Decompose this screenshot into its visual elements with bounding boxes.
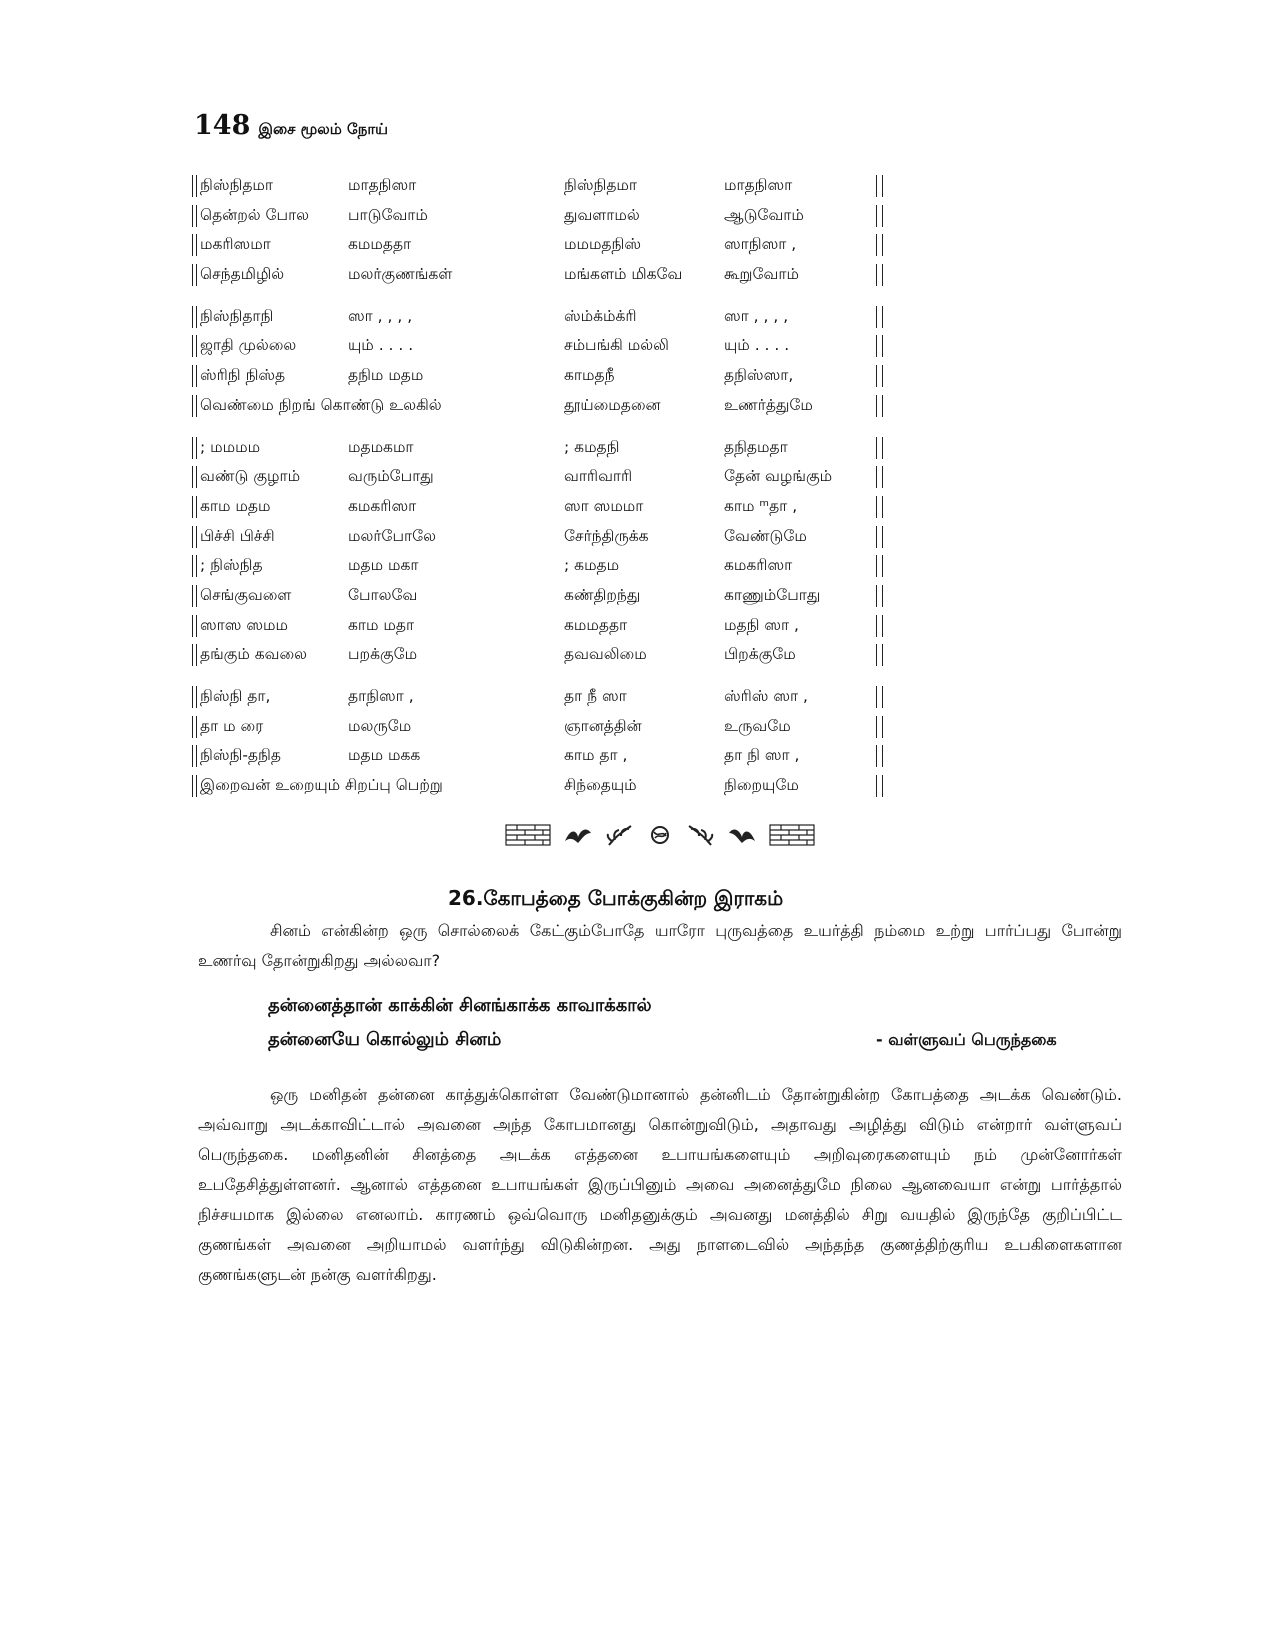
- plant-ornament-icon: [605, 823, 635, 847]
- notation-row: [198, 640, 880, 670]
- notation-cell: தநிஸ்ஸா,: [724, 366, 794, 385]
- notation-cell: தா ம ரை: [200, 716, 264, 735]
- notation-cell: உருவமே: [724, 716, 791, 735]
- notation-stanza: [198, 171, 880, 290]
- bird-ornament-icon-2: [727, 823, 757, 847]
- notation-cell: மலர்குணங்கள்: [348, 265, 453, 284]
- notation-cell: வாரிவாரி: [564, 467, 633, 486]
- bar-line-left: [192, 335, 197, 357]
- notation-cell: மகரிஸமா: [200, 235, 271, 254]
- bar-line-left: [192, 716, 197, 738]
- bar-line-right: [876, 775, 883, 797]
- notation-cell: சம்பங்கி மல்லி: [564, 336, 669, 355]
- notation-cell: தநிதமதா: [724, 437, 788, 456]
- notation-cell: தா நி ஸா ,: [724, 746, 800, 765]
- notation-cell: ஞானத்தின்: [564, 716, 642, 735]
- notation-cell: யும் . . . .: [348, 336, 414, 355]
- bar-line-left: [192, 585, 197, 607]
- notation-row: [198, 611, 880, 641]
- notation-row: [198, 331, 880, 361]
- page-header: [194, 110, 388, 150]
- bar-line-right: [876, 716, 883, 738]
- brick-ornament-icon-2: [769, 824, 815, 846]
- bar-line-right: [876, 205, 883, 227]
- notation-cell: ஸா , , , ,: [724, 306, 789, 325]
- notation-cell: கமமததா: [348, 235, 412, 254]
- notation-row: [198, 260, 880, 290]
- notation-cell: நிஸ்நிதாநி: [200, 306, 274, 325]
- notation-cell: கமமததா: [564, 615, 628, 634]
- notation-cell: கண்திறந்து: [564, 585, 641, 604]
- notation-cell: நிஸ்நிதமா: [200, 176, 273, 194]
- bar-line-right: [876, 234, 883, 256]
- notation-row: [198, 201, 880, 231]
- notation-row: [198, 230, 880, 260]
- running-title: இசை மூலம் நோய்: [258, 120, 389, 138]
- notation-row: [198, 462, 880, 492]
- notation-cell: துவளாமல்: [564, 205, 640, 224]
- notation-cell: மமமதநிஸ்: [564, 235, 642, 254]
- notation-cell: இறைவன் உறையும் சிறப்பு பெற்று: [200, 776, 443, 795]
- bar-line-left: [192, 395, 197, 417]
- notation-cell: தவவலிமை: [564, 645, 647, 664]
- notation-row: [198, 771, 880, 801]
- notation-cell: தேன் வழங்கும்: [724, 467, 833, 486]
- notation-cell: உணர்த்துமே: [724, 395, 813, 414]
- bar-line-left: [192, 466, 197, 488]
- notation-cell: ஸ்ரிஸ் ஸா ,: [724, 687, 808, 705]
- notation-cell: யும் . . . .: [724, 336, 790, 355]
- verse-line-1: தன்னைத்தான் காக்கின் சினங்காக்க காவாக்கால்: [268, 995, 652, 1016]
- notation-cell: காம மதா: [348, 615, 415, 634]
- brick-ornament-icon: [505, 824, 551, 846]
- notation-row: [198, 361, 880, 391]
- notation-row: [198, 391, 880, 421]
- bar-line-left: [192, 365, 197, 387]
- notation-cell: தா நீ ஸா: [564, 687, 627, 705]
- notation-cell: ஸா , , , ,: [348, 306, 413, 325]
- bar-line-left: [192, 526, 197, 548]
- bar-line-left: [192, 555, 197, 577]
- bar-line-left: [192, 437, 197, 459]
- bar-line-right: [876, 466, 883, 488]
- notation-row: [198, 492, 880, 522]
- bar-line-right: [876, 306, 883, 328]
- notation-cell: ; நிஸ்நித: [200, 556, 263, 575]
- notation-cell: ஸ்ம்க்ம்க்ரி: [564, 306, 637, 325]
- bar-line-left: [192, 264, 197, 286]
- bar-line-right: [876, 365, 883, 387]
- notation-stanza: [198, 682, 880, 801]
- notation-cell: காமதநீ: [564, 366, 615, 385]
- bar-line-left: [192, 615, 197, 637]
- notation-row: [198, 712, 880, 742]
- bar-line-right: [876, 585, 883, 607]
- intro-paragraph: [198, 916, 1122, 976]
- bar-line-right: [876, 745, 883, 767]
- notation-cell: ; கமதம: [564, 556, 620, 575]
- notation-row: [198, 522, 880, 552]
- notation-cell: ஸ்ரிநி நிஸ்த: [200, 366, 286, 385]
- notation-cell: கமகரிஸா: [724, 556, 793, 575]
- notation-cell: கமகரிஸா: [348, 496, 417, 515]
- bar-line-right: [876, 496, 883, 518]
- notation-row: [198, 741, 880, 771]
- page-number: 148: [194, 110, 251, 141]
- notation-cell: மதம மகக: [348, 746, 421, 765]
- notation-stanza: [198, 302, 880, 421]
- notation-cell: தாநிஸா ,: [348, 687, 414, 705]
- notation-cell: மலர்போலே: [348, 526, 436, 545]
- notation-cell: ஆடுவோம்: [724, 205, 804, 224]
- notation-cell: செங்குவளை: [200, 585, 292, 604]
- bar-line-left: [192, 686, 197, 708]
- notation-cell: தநிம மதம: [348, 366, 424, 385]
- verse-line-2: தன்னையே கொல்லும் சினம்: [268, 1029, 502, 1050]
- notation-cell: பறக்குமே: [348, 645, 418, 664]
- notation-cell: பிச்சி பிச்சி: [200, 526, 275, 545]
- bar-line-right: [876, 395, 883, 417]
- bar-line-left: [192, 175, 197, 197]
- notation-cell: வரும்போது: [348, 467, 434, 486]
- body-text: ஒரு மனிதன் தன்னை காத்துக்கொள்ள வேண்டுமானால் தன்னிடம் தோன்றுகின்ற கோபத்தை அடக்க வெண்டும். அவ்வாறு அடக்காவிட்டால் அவனை அந்த கோபமானது கொன்றுவிடும், அதாவது அழித்து விடும் என்றார் வள்ளுவப் பெருந்தகை. மனிதனின் சினத்தை அடக்க எத்தனை உபாயங்களையும் அறிவுரைகளையும் நம் முன்னோர்கள் உபதேசித்துள்ளனர். ஆனால் எத்தனை உபாயங்கள் இருப்பினும் அவை அனைத்துமே நிலை ஆனவையா என்று பார்த்தால் நிச்சயமாக இல்லை எனலாம். காரணம் ஒவ்வொரு மனிதனுக்கும் அவனது மனத்தில் சிறு வயதில் இருந்தே குறிப்பிட்ட குணங்கள் அவனை அறியாமல் வளர்ந்து விடுகின்றன. அது நாளடைவில் அந்தந்த குணத்திற்குரிய உபகிளைகளான குணங்களுடன் நன்கு வளர்கிறது.: [198, 1085, 1123, 1284]
- bar-line-right: [876, 555, 883, 577]
- notation-cell: ஸாஸ ஸமம: [200, 615, 288, 634]
- verse-attribution: - வள்ளுவப் பெருந்தகை: [876, 1030, 1057, 1049]
- bar-line-right: [876, 526, 883, 548]
- notation-row: [198, 581, 880, 611]
- notation-cell: ஜாதி முல்லை: [200, 336, 297, 355]
- notation-stanza: [198, 433, 880, 671]
- notation-cell: மங்களம் மிகவே: [564, 265, 683, 284]
- plant-ornament-icon-2: [685, 823, 715, 847]
- flower-ornament-icon: [647, 823, 673, 847]
- notation-cell: மாதநிஸா: [724, 176, 793, 194]
- bar-line-left: [192, 234, 197, 256]
- intro-text: சினம் என்கின்ற ஒரு சொல்லைக் கேட்கும்போதே யாரோ புருவத்தை உயர்த்தி நம்மை உற்று பார்ப்பது போன்று உணர்வு தோன்றுகிறது அல்லவா?: [198, 921, 1122, 970]
- bar-line-left: [192, 644, 197, 666]
- notation-cell: செந்தமிழில்: [200, 265, 285, 284]
- bar-line-right: [876, 644, 883, 666]
- notation-cell: போலவே: [348, 585, 418, 604]
- notation-cell: காம மதம: [200, 496, 271, 515]
- bar-line-left: [192, 306, 197, 328]
- notation-cell: மலருமே: [348, 716, 412, 735]
- notation-cell: காம ᵐதா ,: [724, 496, 798, 515]
- notation-row: [198, 433, 880, 463]
- notation-cell: தென்றல் போல: [200, 205, 310, 224]
- bar-line-right: [876, 264, 883, 286]
- swara-notation-block: [198, 171, 880, 813]
- notation-cell: பிறக்குமே: [724, 645, 796, 664]
- bar-line-right: [876, 175, 883, 197]
- notation-row: [198, 551, 880, 581]
- body-paragraph: [198, 1080, 1122, 1290]
- bar-line-right: [876, 615, 883, 637]
- notation-cell: வேண்டுமே: [724, 526, 807, 545]
- notation-cell: ; மமமம: [200, 437, 261, 456]
- section-title: 26.கோபத்தை போக்குகின்ற இராகம்: [448, 886, 784, 910]
- bar-line-left: [192, 496, 197, 518]
- notation-cell: நிஸ்நி தா,: [200, 687, 271, 705]
- bar-line-left: [192, 745, 197, 767]
- notation-cell: மதநி ஸா ,: [724, 615, 799, 634]
- notation-row: [198, 682, 880, 712]
- notation-cell: மதம மகா: [348, 556, 419, 575]
- bar-line-left: [192, 775, 197, 797]
- notation-cell: மாதநிஸா: [348, 176, 417, 194]
- notation-cell: தங்கும் கவலை: [200, 645, 308, 664]
- bird-ornament-icon: [563, 823, 593, 847]
- notation-cell: ஸா ஸமமா: [564, 496, 644, 515]
- notation-cell: கூறுவோம்: [724, 265, 799, 284]
- notation-cell: நிஸ்நிதமா: [564, 176, 637, 194]
- notation-cell: சேர்ந்திருக்க: [564, 526, 649, 545]
- section-ornament: [505, 820, 815, 850]
- notation-cell: மதமகமா: [348, 437, 414, 456]
- notation-row: [198, 171, 880, 201]
- notation-cell: காம தா ,: [564, 746, 628, 765]
- notation-cell: சிந்தையும்: [564, 776, 637, 795]
- notation-cell: வண்டு குழாம்: [200, 467, 301, 486]
- bar-line-left: [192, 205, 197, 227]
- notation-cell: ; கமதநி: [564, 437, 620, 456]
- notation-cell: நிஸ்நி-தநித: [200, 746, 281, 765]
- notation-cell: தூய்மைதனை: [564, 395, 661, 414]
- notation-cell: பாடுவோம்: [348, 205, 428, 224]
- bar-line-right: [876, 335, 883, 357]
- notation-cell: காணும்போது: [724, 585, 821, 604]
- notation-cell: வெண்மை நிறங் கொண்டு உலகில்: [200, 395, 442, 414]
- bar-line-right: [876, 686, 883, 708]
- notation-row: [198, 302, 880, 332]
- notation-cell: ஸாநிஸா ,: [724, 235, 797, 254]
- bar-line-right: [876, 437, 883, 459]
- notation-cell: நிறையுமே: [724, 776, 799, 795]
